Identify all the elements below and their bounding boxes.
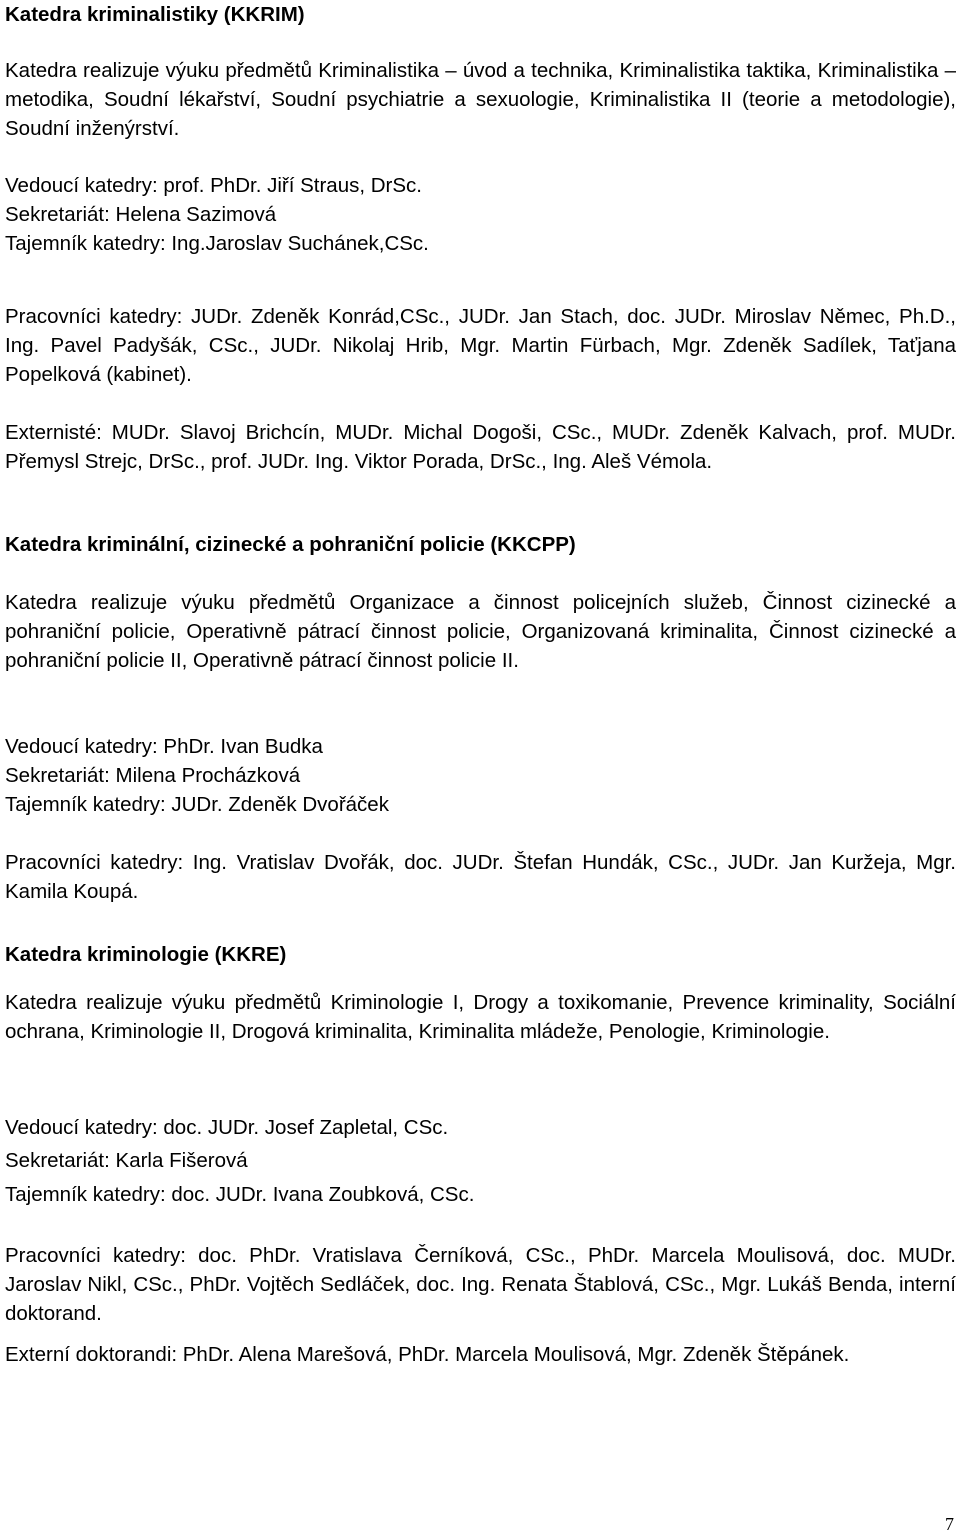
- department-head: Vedoucí katedry: prof. PhDr. Jiří Straus, DrSc.: [5, 174, 422, 197]
- section-description: Katedra realizuje výuku předmětů Organizace a činnost policejních služeb, Činnost cizinecké a pohraniční policie, Operativně pátrací činnost policie, Organizovaná kriminalita, Činnost cizinecké a pohraniční policie II, Operativně pátrací činnost policie II.: [5, 591, 956, 672]
- section-heading: Katedra kriminalistiky (KKRIM): [5, 3, 305, 26]
- page-number: 7: [945, 1514, 954, 1534]
- secretariat: Sekretariát: Helena Sazimová: [5, 203, 277, 226]
- secretariat: Sekretariát: Karla Fišerová: [5, 1149, 248, 1172]
- staff-list: Pracovníci katedry: JUDr. Zdeněk Konrád,CSc., JUDr. Jan Stach, doc. JUDr. Miroslav Němec, Ph.D., Ing. Pavel Padyšák, CSc., JUDr. Nikolaj Hrib, Mgr. Martin Fürbach, Mgr. Zdeněk Sadílek, Taťjana Popelková (kabinet).: [5, 305, 956, 386]
- staff-list: Pracovníci katedry: Ing. Vratislav Dvořák, doc. JUDr. Štefan Hundák, CSc., JUDr. Jan Kuržeja, Mgr. Kamila Koupá.: [5, 851, 956, 903]
- secretariat: Sekretariát: Milena Procházková: [5, 764, 301, 787]
- section-heading: Katedra kriminální, cizinecké a pohraniční policie (KKCPP): [5, 533, 576, 556]
- externists-list: Externisté: MUDr. Slavoj Brichcín, MUDr. Michal Dogoši, CSc., MUDr. Zdeněk Kalvach, prof. MUDr. Přemysl Strejc, DrSc., prof. JUDr. Ing. Viktor Porada, DrSc., Ing. Aleš Vémola.: [5, 421, 956, 473]
- department-secretary: Tajemník katedry: JUDr. Zdeněk Dvořáček: [5, 793, 389, 816]
- department-secretary: Tajemník katedry: doc. JUDr. Ivana Zoubková, CSc.: [5, 1183, 475, 1206]
- staff-list: Pracovníci katedry: doc. PhDr. Vratislava Černíková, CSc., PhDr. Marcela Moulisová, doc. MUDr. Jaroslav Nikl, CSc., PhDr. Vojtěch Sedláček, doc. Ing. Renata Štablová, CSc., Mgr. Lukáš Benda, interní doktorand.: [5, 1244, 956, 1325]
- section-heading: Katedra kriminologie (KKRE): [5, 943, 287, 966]
- section-description: Katedra realizuje výuku předmětů Kriminalistika – úvod a technika, Kriminalistika taktika, Kriminalistika – metodika, Soudní lékařství, Soudní psychiatrie a sexuologie, Kriminalistika II (teorie a metodologie), Soudní inženýrství.: [5, 59, 956, 140]
- department-head: Vedoucí katedry: doc. JUDr. Josef Zapletal, CSc.: [5, 1116, 449, 1139]
- department-secretary: Tajemník katedry: Ing.Jaroslav Suchánek,CSc.: [5, 232, 429, 255]
- department-head: Vedoucí katedry: PhDr. Ivan Budka: [5, 735, 323, 758]
- external-doctoral-list: Externí doktorandi: PhDr. Alena Marešová, PhDr. Marcela Moulisová, Mgr. Zdeněk Štěpánek.: [5, 1343, 850, 1366]
- section-description: Katedra realizuje výuku předmětů Kriminologie I, Drogy a toxikomanie, Prevence kriminality, Sociální ochrana, Kriminologie II, Drogová kriminalita, Kriminalita mládeže, Penologie, Kriminologie.: [5, 991, 956, 1043]
